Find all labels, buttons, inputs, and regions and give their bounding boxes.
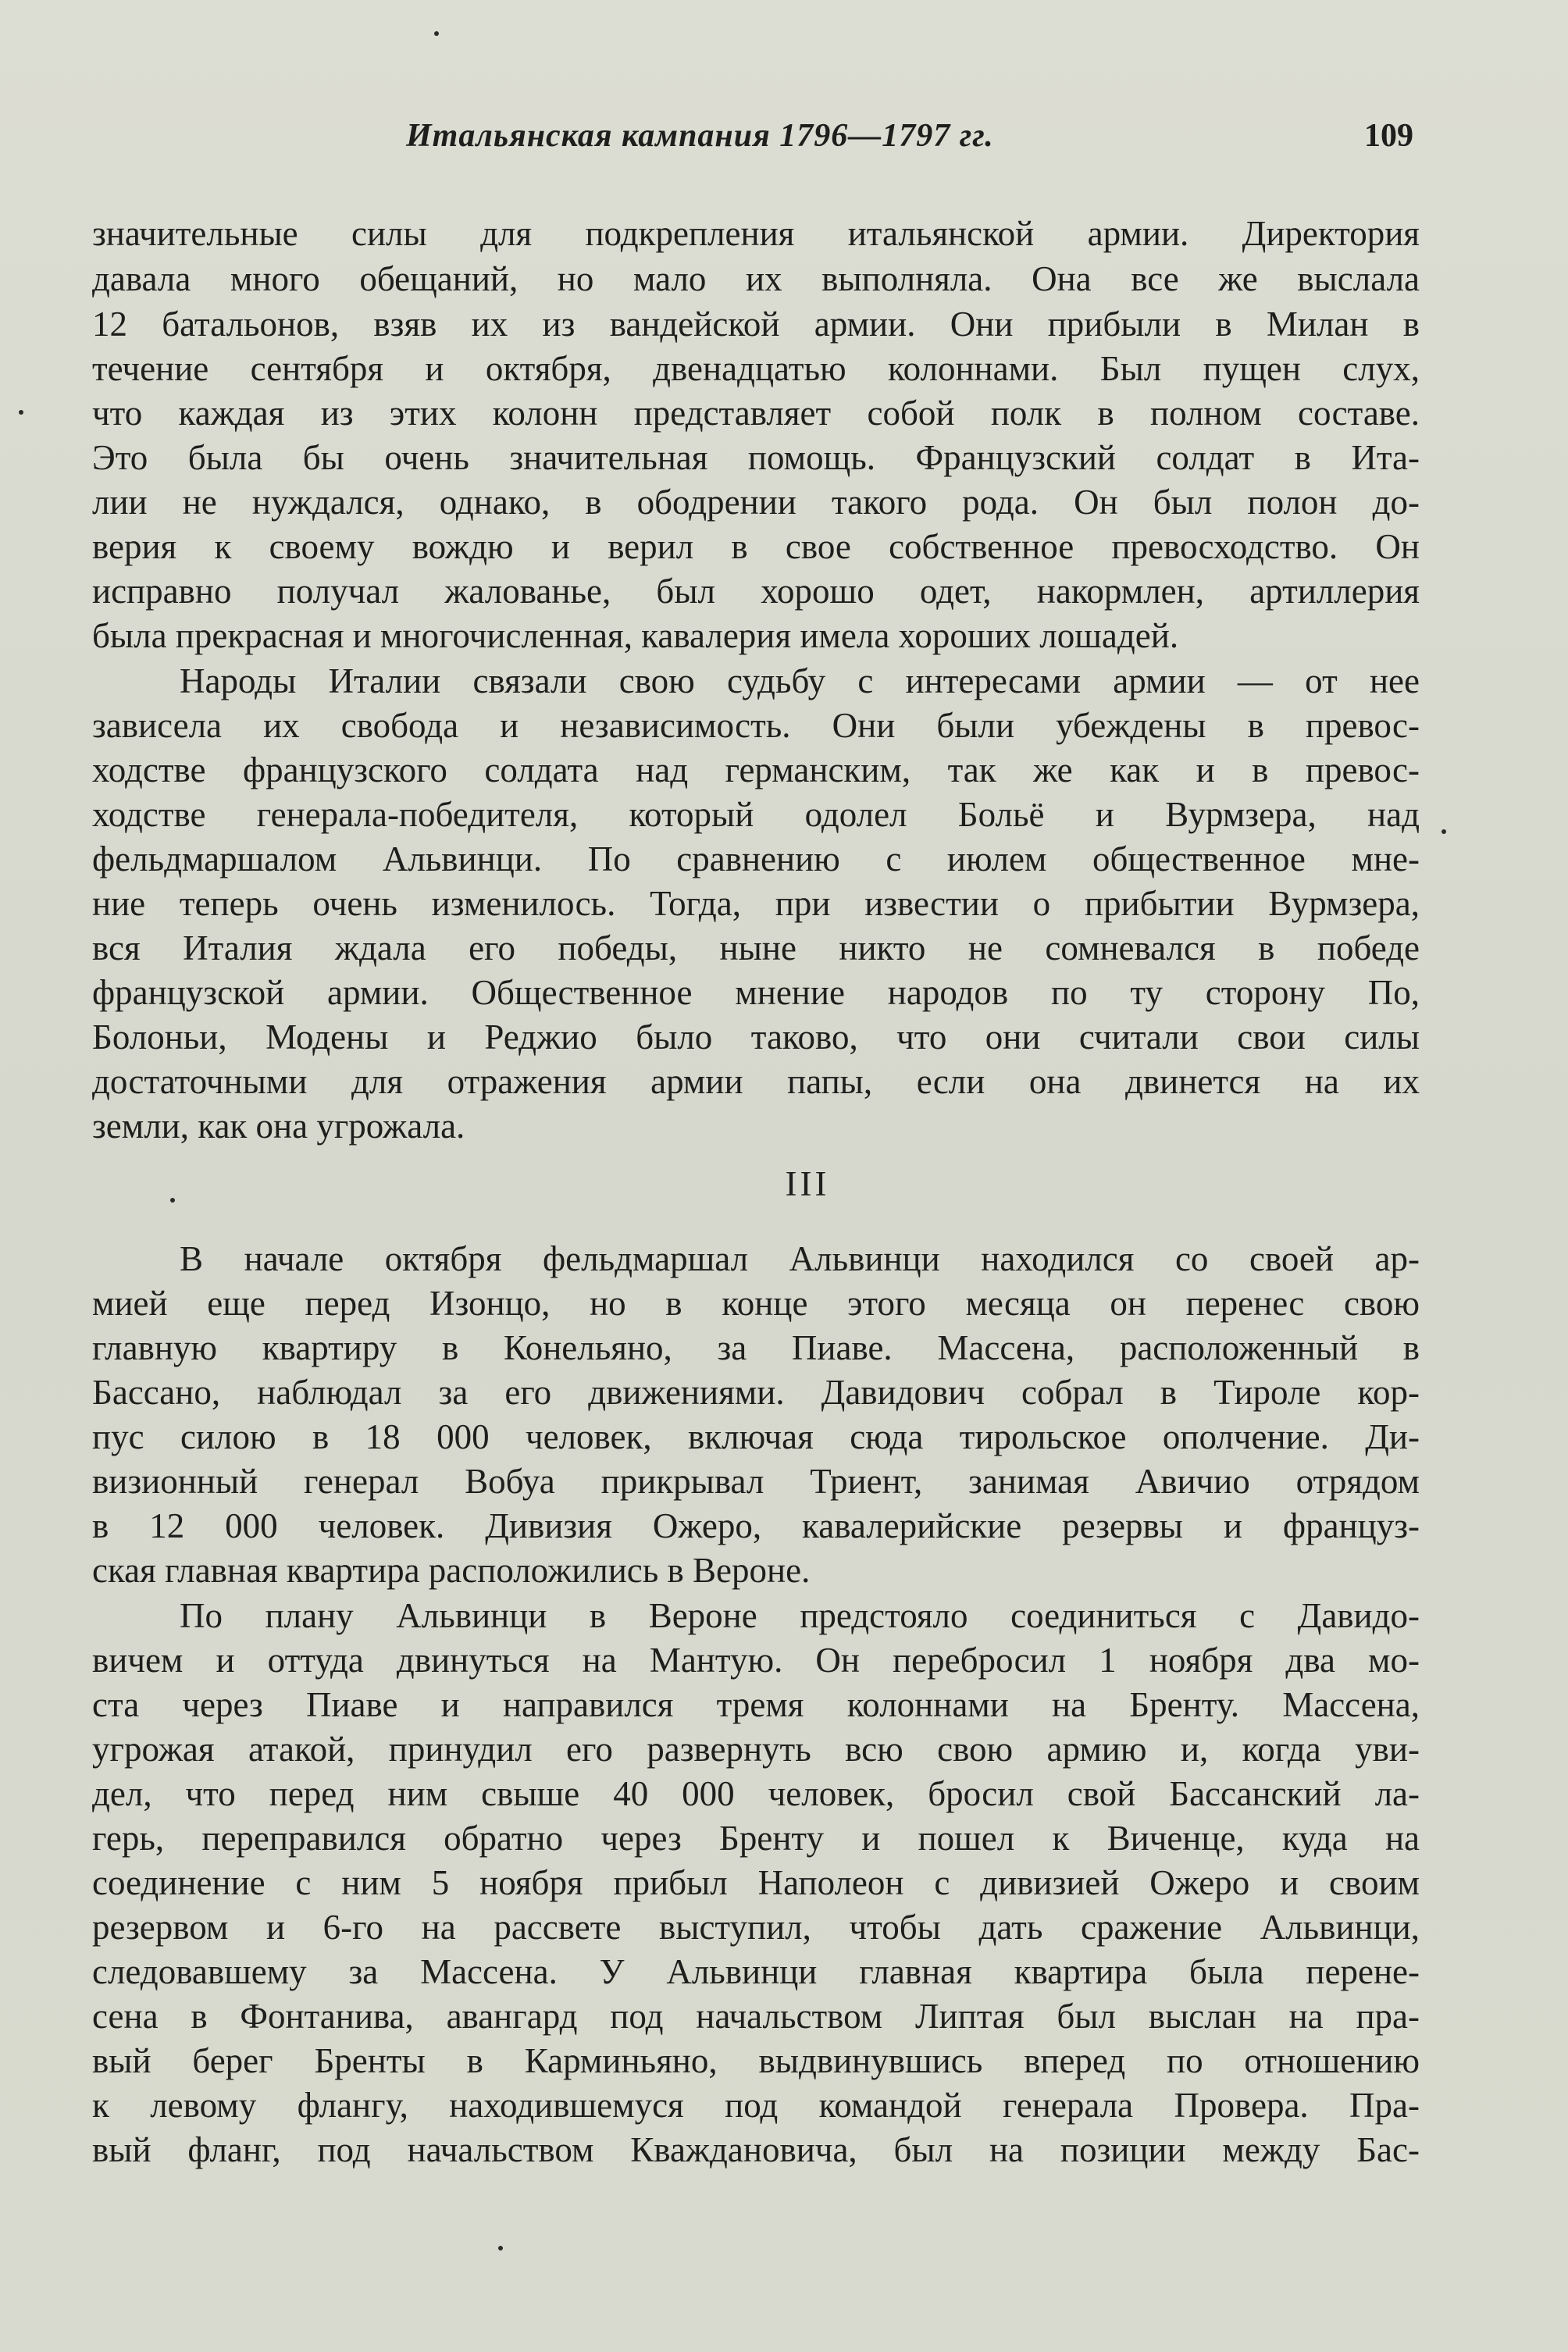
text-line: была прекрасная и многочисленная, кавалерия имела хороших лошадей. xyxy=(92,616,1179,655)
text-line: лии не нуждался, однако, в ободрении такого рода. Он был полон до- xyxy=(92,483,1420,522)
text-line: пус силою в 18 000 человек, включая сюда тирольское ополчение. Ди- xyxy=(92,1417,1420,1456)
running-header xyxy=(406,117,1421,164)
text-line: зависела их свобода и независимость. Они были убеждены в превос- xyxy=(92,706,1420,745)
text-line: 12 батальонов, взяв их из вандейской армии. Они прибыли в Милан в xyxy=(92,305,1420,344)
text-line: исправно получал жалованье, был хорошо одет, накормлен, артиллерия xyxy=(92,572,1420,611)
text-line: Бассано, наблюдал за его движениями. Давидович собрал в Тироле кор- xyxy=(92,1373,1420,1412)
text-line: значительные силы для подкрепления итальянской армии. Директория xyxy=(92,214,1420,253)
text-line: вичем и оттуда двинуться на Мантую. Он перебросил 1 ноября два мо- xyxy=(92,1641,1420,1680)
text-line: Это была бы очень значительная помощь. Французский солдат в Ита- xyxy=(92,438,1420,477)
scan-speck xyxy=(19,410,23,415)
text-line: ходстве французского солдата над германским, так же как и в превос- xyxy=(92,750,1420,789)
text-line: герь, переправился обратно через Бренту и пошел к Виченце, куда на xyxy=(92,1819,1420,1858)
text-line: мией еще перед Изонцо, но в конце этого месяца он перенес свою xyxy=(92,1284,1420,1323)
text-line: Народы Италии связали свою судьбу с интересами армии — от нее xyxy=(180,661,1420,700)
text-line: визионный генерал Вобуа прикрывал Триент, занимая Авичио отрядом xyxy=(92,1462,1420,1501)
text-line: Болоньи, Модены и Реджио было таково, что они считали свои силы xyxy=(92,1017,1420,1057)
scan-speck xyxy=(434,31,439,36)
scan-speck xyxy=(170,1198,175,1203)
text-line: достаточными для отражения армии папы, если она двинется на их xyxy=(92,1062,1420,1101)
text-line: вый фланг, под начальством Кваждановича, был на позиции между Бас- xyxy=(92,2130,1420,2169)
text-line: французской армии. Общественное мнение народов по ту сторону По, xyxy=(92,973,1420,1012)
text-line: соединение с ним 5 ноября прибыл Наполеон с дивизией Ожеро и своим xyxy=(92,1863,1420,1902)
section-heading: III xyxy=(785,1164,830,1203)
text-line: ние теперь очень изменилось. Тогда, при известии о прибытии Вурмзера, xyxy=(92,884,1420,923)
text-line: фельдмаршалом Альвинци. По сравнению с июлем общественное мне- xyxy=(92,839,1420,878)
text-line: резервом и 6-го на рассвете выступил, чтобы дать сражение Альвинци, xyxy=(92,1908,1420,1947)
text-line: к левому флангу, находившемуся под командой генерала Провера. Пра- xyxy=(92,2086,1420,2125)
text-line: вый берег Бренты в Карминьяно, выдвинувшись вперед по отношению xyxy=(92,2041,1420,2080)
text-line: что каждая из этих колонн представляет собой полк в полном составе. xyxy=(92,394,1420,433)
text-line: верия к своему вождю и верил в свое собственное превосходство. Он xyxy=(92,527,1420,566)
text-line: главную квартиру в Конельяно, за Пиаве. Массена, расположенный в xyxy=(92,1328,1420,1367)
text-line: ходстве генерала-победителя, который одолел Больё и Вурмзера, над xyxy=(92,795,1420,834)
text-line: течение сентября и октября, двенадцатью колоннами. Был пущен слух, xyxy=(92,349,1420,388)
text-line: сена в Фонтанива, авангард под начальством Липтая был выслан на пра- xyxy=(92,1997,1420,2036)
text-line: земли, как она угрожала. xyxy=(92,1107,465,1146)
text-line: ская главная квартира расположились в Вероне. xyxy=(92,1551,811,1590)
text-line: ста через Пиаве и направился тремя колоннами на Бренту. Массена, xyxy=(92,1685,1420,1724)
text-line: вся Италия ждала его победы, ныне никто не сомневался в победе xyxy=(92,928,1420,968)
text-line: давала много обещаний, но мало их выполняла. Она все же выслала xyxy=(92,259,1420,298)
page-number: 109 xyxy=(1364,118,1413,154)
scan-speck xyxy=(1441,829,1446,834)
text-line: В начале октября фельдмаршал Альвинци находился со своей ар- xyxy=(180,1239,1420,1278)
text-line: По плану Альвинци в Вероне предстояло соединиться с Давидо- xyxy=(180,1596,1420,1635)
text-line: следовавшему за Массена. У Альвинци главная квартира была перене- xyxy=(92,1952,1420,1991)
text-line: угрожая атакой, принудил его развернуть всю свою армию и, когда уви- xyxy=(92,1730,1420,1769)
text-line: в 12 000 человек. Дивизия Ожеро, кавалерийские резервы и француз- xyxy=(92,1506,1420,1545)
text-line: дел, что перед ним свыше 40 000 человек, бросил свой Бассанский ла- xyxy=(92,1774,1420,1813)
running-title: Итальянская кампания 1796—1797 гг. xyxy=(406,118,994,154)
scan-speck xyxy=(498,2246,503,2250)
